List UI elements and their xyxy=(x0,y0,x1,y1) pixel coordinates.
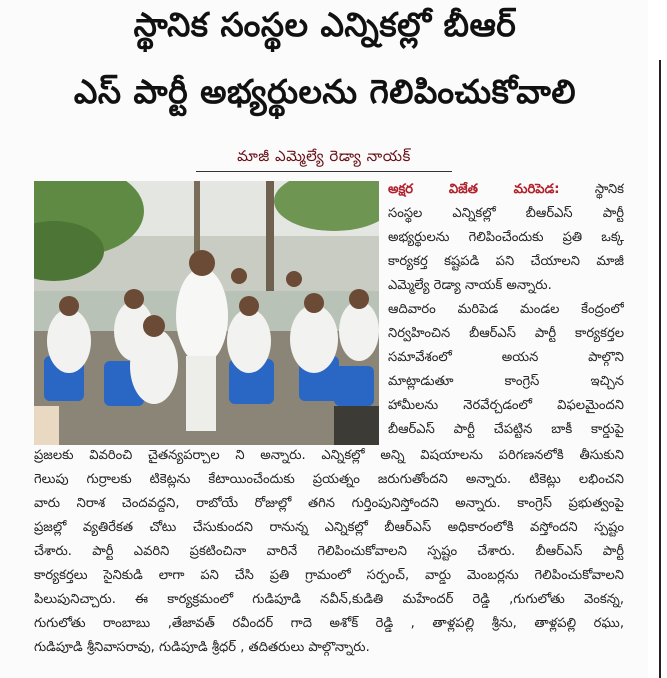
body-line: చేశారు. పార్టీ ఎవరిని ప్రకటించినా వారినే గెలిపించుకోవాలని స్పష్టం చేశారు. బీఆర్ఎస్ పార్టీ xyxy=(34,544,624,559)
column-line: హామీలను నెరవేర్చడంలో విఫలమైందని xyxy=(388,398,624,413)
event-photo xyxy=(34,181,379,445)
column-line: ఎమ్మెల్యే రెడ్యా నాయక్ అన్నారు. xyxy=(388,278,552,293)
headline-line-2: ఎస్ పార్టీ అభ్యర్థులను గెలిపించుకోవాలి xyxy=(73,72,577,111)
body-line: గుగులోతు రాంబాబు ,తేజావత్ రవీందర్ గాదె అశోక్ రెడ్డి , తాళ్లపల్లి శ్రీను, తాళ్లపల్లి రఘు, xyxy=(34,616,624,631)
body-line: కార్యకర్తలు సైనికుడి లాగా పని చేసి ప్రతి గ్రామంలో సర్పంచ్, వార్డు మెంబర్లను గెలిపించుకోవాలని xyxy=(34,568,624,583)
body-line: గెలుపు గుర్రాలకు టికెట్లను కేటాయించేందుకు ప్రయత్నం జరుగుతోందని అన్నారు. టికెట్లు లభించని xyxy=(34,472,624,487)
body-line: వారు నిరాశ చెందవద్దని, రాబోయే రోజుల్లో తగిన గుర్తింపునిస్తోందని అన్నారు. కాంగ్రెస్ ప్రభుత్వంపై xyxy=(34,496,624,511)
body-line: ప్రజల్లో వ్యతిరేకత చోటు చేసుకుందని రానున్న ఎన్నికల్లో బీఆర్ఎస్ అధికారంలోకి వస్తోందని స్పష్టం xyxy=(34,520,624,535)
column-line: అభ్యర్థులను గెలిపించేందుకు ప్రతి ఒక్క xyxy=(388,230,624,245)
column-line: సంస్థల ఎన్నికల్లో బీఆర్ఎస్ పార్టీ xyxy=(388,206,624,221)
page-edge-rule xyxy=(659,60,661,678)
body-line: గుడిపూడి శ్రీనివాసరావు, గుడిపూడి శ్రీధర్ , తదితరులు పాల్గొన్నారు. xyxy=(34,640,370,655)
byline-underline xyxy=(196,171,452,172)
column-line: నిర్వహించిన బీఆర్ఎస్ పార్టీ కార్యకర్తల xyxy=(388,326,624,341)
body-line: పిలుపునిచ్చారు. ఈ కార్యక్రమంలో గుడిపూడి నవీన్,కుడితి మహేందర్ రెడ్డి ,గుగులోతు వెంకన్న, xyxy=(34,592,624,607)
body-line: ప్రజలకు వివరించి చైతన్యపర్చాల ని అన్నారు. ఎన్నికల్లో అన్ని విషయాలను పరిగణనలోకి తీసుకుని xyxy=(34,448,624,463)
dateline: అక్షర విజేత మరిపెడ: xyxy=(388,182,560,197)
column-line-1: అక్షర విజేత మరిపెడ: స్థానిక xyxy=(388,182,624,197)
column-line: బీఆర్ఎస్ పార్టీ చేపట్టిన బాకీ కార్డుపై xyxy=(388,422,624,437)
column-line: ఆదివారం మరిపెడ మండల కేంద్రంలో xyxy=(388,302,624,317)
byline: మాజీ ఎమ్మెల్యే రెడ్యా నాయక్ xyxy=(237,147,411,165)
column-line: మాట్లాడుతూ కాంగ్రెస్ ఇచ్చిన xyxy=(388,374,624,389)
column-line: సమావేశంలో అయన పాల్గొని xyxy=(388,350,624,365)
headline-line-1: స్థానిక సంస్థల ఎన్నికల్లో బీఆర్ xyxy=(133,5,517,44)
column-line: కార్యకర్త కష్టపడి పని చేయాలని మాజీ xyxy=(388,254,624,269)
